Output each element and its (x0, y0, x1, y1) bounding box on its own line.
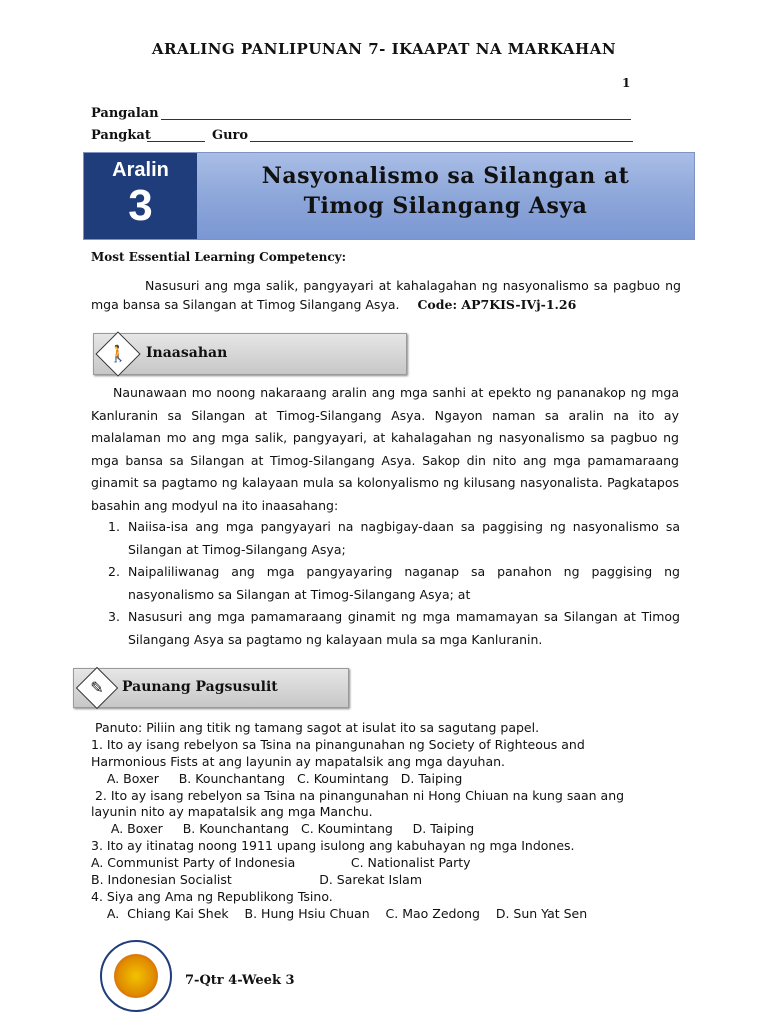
objective-item (108, 606, 680, 651)
schools-division-logo (100, 940, 172, 1012)
lesson-label: Aralin (112, 159, 169, 181)
name-field-label: Pangalan (91, 106, 159, 121)
objective-item (108, 561, 680, 606)
quiz-line: Panuto: Piliin ang titik ng tamang sagot at isulat ito sa sagutang papel. (91, 720, 540, 735)
competency-statement: Nasusuri ang mga salik, pangyayari at kahalagahan ng nasyonalismo sa pagbuo ng mga bansa sa Silangan at Timog Silangang Asya. (91, 278, 681, 312)
quiz-line: 4. Siya ang Ama ng Republikong Tsino. (91, 889, 333, 904)
lesson-title-panel (197, 153, 694, 239)
paunang-heading: Paunang Pagsusulit (122, 679, 278, 695)
objective-number: 2. (108, 564, 120, 579)
inaasahan-banner (93, 333, 407, 375)
quiz-line: 3. Ito ay itinatag noong 1911 upang isulong ang kabuhayan ng mga Indones. (91, 838, 575, 853)
objective-text: Naipaliliwanag ang mga pangyayaring naganap sa panahon ng paggising ng nasyonalismo sa Silangan at Timog-Silangang Asya; at (128, 564, 680, 602)
quiz-line: 2. Ito ay isang rebelyon sa Tsina na pinangunahan ni Hong Chiuan na kung saan ang (91, 788, 625, 803)
lesson-number: 3 (128, 181, 153, 230)
objective-text: Naiisa-isa ang mga pangyayari na nagbigay-daan sa paggising ng nasyonalismo sa Silangan at Timog-Silangang Asya; (128, 519, 680, 557)
lesson-title-line-2: Timog Silangang Asya (303, 193, 588, 219)
lesson-number-panel (84, 153, 197, 239)
lesson-title-box (83, 152, 695, 240)
competency-code: Code: AP7KIS-IVj-1.26 (417, 297, 577, 312)
name-line (161, 119, 631, 120)
lesson-title (197, 153, 694, 221)
quiz-icon: ✎ (76, 667, 118, 709)
quiz-line: 1. Ito ay isang rebelyon sa Tsina na pinangunahan ng Society of Righteous and (91, 737, 585, 752)
quiz-line: layunin nito ay mapatalsik ang mga Manchu. (91, 804, 373, 819)
quiz-line: Harmonious Fists at ang layunin ay mapatalsik ang mga dayuhan. (91, 754, 505, 769)
quiz-line: A. Boxer B. Kounchantang C. Koumintang D. Taiping (91, 821, 475, 836)
lesson-title-line-1: Nasyonalismo sa Silangan at (261, 163, 630, 189)
teacher-line (250, 141, 633, 142)
document-header: ARALING PANLIPUNAN 7- IKAAPAT NA MARKAHAN (151, 40, 617, 58)
inaasahan-intro: Naunawaan mo noong nakaraang aralin ang mga sanhi at epekto ng pananakop ng mga Kanluranin sa Silangan at Timog-Silangang Asya. Ngayon naman sa aralin na ito ay malalaman mo ang mga salik, pangyayari, at kahalagahan ng nasyonalismo sa pagbuo ng mga bansa sa Silangan at Timog-Silangang Asya. Sakop din nito ang mga pamamaraang ginamit sa pagtamo ng kalayaan mula sa kolonyalismo ng kilusang nasyonalista. Pagkatapos basahin ang modyul na ito inaasahang: (91, 385, 679, 513)
objective-number: 3. (108, 609, 120, 624)
page-number: 1 (622, 76, 631, 90)
competency-text (91, 276, 681, 314)
quiz-line: B. Indonesian Socialist D. Sarekat Islam (91, 872, 423, 887)
footer-label: 7-Qtr 4-Week 3 (185, 973, 295, 988)
objective-number: 1. (108, 519, 120, 534)
section-line (147, 141, 205, 142)
inaasahan-heading: Inaasahan (146, 345, 228, 361)
section-field-label: Pangkat (91, 128, 151, 143)
teacher-field-label: Guro (212, 128, 249, 143)
objective-item (108, 516, 680, 561)
quiz-line: A. Boxer B. Kounchantang C. Koumintang D. Taiping (91, 771, 463, 786)
paunang-banner (73, 668, 349, 708)
objective-text: Nasusuri ang mga pamamaraang ginamit ng mga mamamayan sa Silangan at Timog Silangang Asya sa pagtamo ng kalayaan mula sa mga Kanluranin. (128, 609, 680, 647)
competency-label: Most Essential Learning Competency: (91, 250, 347, 264)
quiz-line: A. Chiang Kai Shek B. Hung Hsiu Chuan C. Mao Zedong D. Sun Yat Sen (91, 906, 588, 921)
walking-person-icon: 🚶 (95, 331, 140, 376)
quiz-line: A. Communist Party of Indonesia C. Nationalist Party (91, 855, 471, 870)
